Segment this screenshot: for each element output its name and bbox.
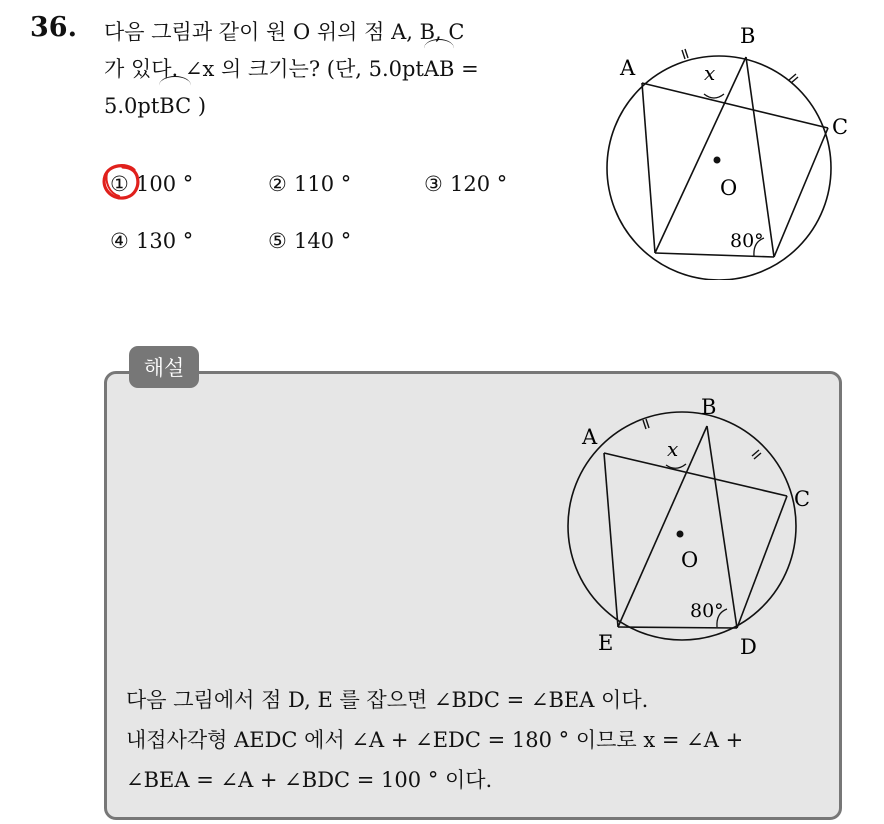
label-a: A [620,56,636,80]
choice-2[interactable] [268,172,351,196]
solution-circle-o [568,412,796,640]
solution-tick-ab-2 [646,419,649,428]
solution-line-1: 다음 그림에서 점 D, E 를 잡으면 ∠BDC = ∠BEA 이다. [126,688,649,712]
solution-label-a: A [582,425,598,449]
question-number: 36. [30,12,77,43]
solution-segment-be [618,426,707,627]
solution-segment-ae [604,453,618,627]
label-80: 80° [730,230,764,252]
angle-x-arc [704,94,724,98]
choice-3[interactable] [424,172,507,196]
question-line-2-post: = [454,57,479,81]
choice-4[interactable] [110,229,193,253]
segment-cd [774,128,828,257]
choice-2-text: 110 ° [294,172,352,196]
solution-text [126,680,826,800]
tick-ab-1 [682,50,685,59]
solution-figure [564,392,834,660]
label-b: B [740,24,756,48]
label-x: x [704,61,716,85]
choice-2-number: ② [268,172,287,196]
solution-label-80: 80° [690,600,724,622]
label-c: C [832,115,849,139]
arc-bc-label: BC [159,88,191,125]
solution-tag: 해설 [129,346,199,388]
question-line-3-pre: 5.0pt [104,94,160,118]
question-line-3 [104,88,574,125]
solution-center-dot [677,531,684,538]
choice-4-number: ④ [110,229,129,253]
solution-line-2: 내접사각형 AEDC 에서 ∠A + ∠EDC = 180 ° 이므로 x = ∠A + [126,728,744,752]
choice-3-number: ③ [424,172,443,196]
choice-1-text: 100 ° [136,172,194,196]
choice-5-number: ⑤ [268,229,287,253]
segment-be [655,57,746,253]
segment-ed [655,253,774,257]
tick-ab-2 [685,49,688,58]
circle-o [607,56,831,280]
choice-4-text: 130 ° [136,229,194,253]
question-figure [596,20,866,280]
solution-label-e: E [598,631,614,655]
arc-ab-label: AB [424,51,455,88]
question-line-3-post: ) [191,94,207,118]
question-text [104,14,574,125]
solution-segment-ed [618,627,737,628]
answer-circle-mark-icon [101,162,143,202]
solution-line-3: ∠BEA = ∠A + ∠BDC = 100 ° 이다. [126,768,493,792]
solution-tick-ab-1 [643,420,646,429]
center-dot [714,157,721,164]
solution-label-d: D [740,635,757,659]
choice-5[interactable] [268,229,351,253]
solution-label-c: C [794,487,811,511]
choice-1-number: ① [110,172,129,196]
segment-bd [746,57,774,257]
solution-label-o: O [681,548,699,572]
solution-segment-bd [707,426,737,628]
question-line-2-pre: 가 있다. ∠x 의 크기는? (단, 5.0pt [104,57,424,81]
choice-3-text: 120 ° [450,172,508,196]
question-line-1: 다음 그림과 같이 원 O 위의 점 A, B, C [104,20,465,44]
solution-segment-ac [604,453,787,496]
segment-ae [642,83,655,253]
solution-label-b: B [701,395,717,419]
label-o: O [720,176,738,200]
solution-label-x: x [667,437,679,461]
choice-5-text: 140 ° [294,229,352,253]
